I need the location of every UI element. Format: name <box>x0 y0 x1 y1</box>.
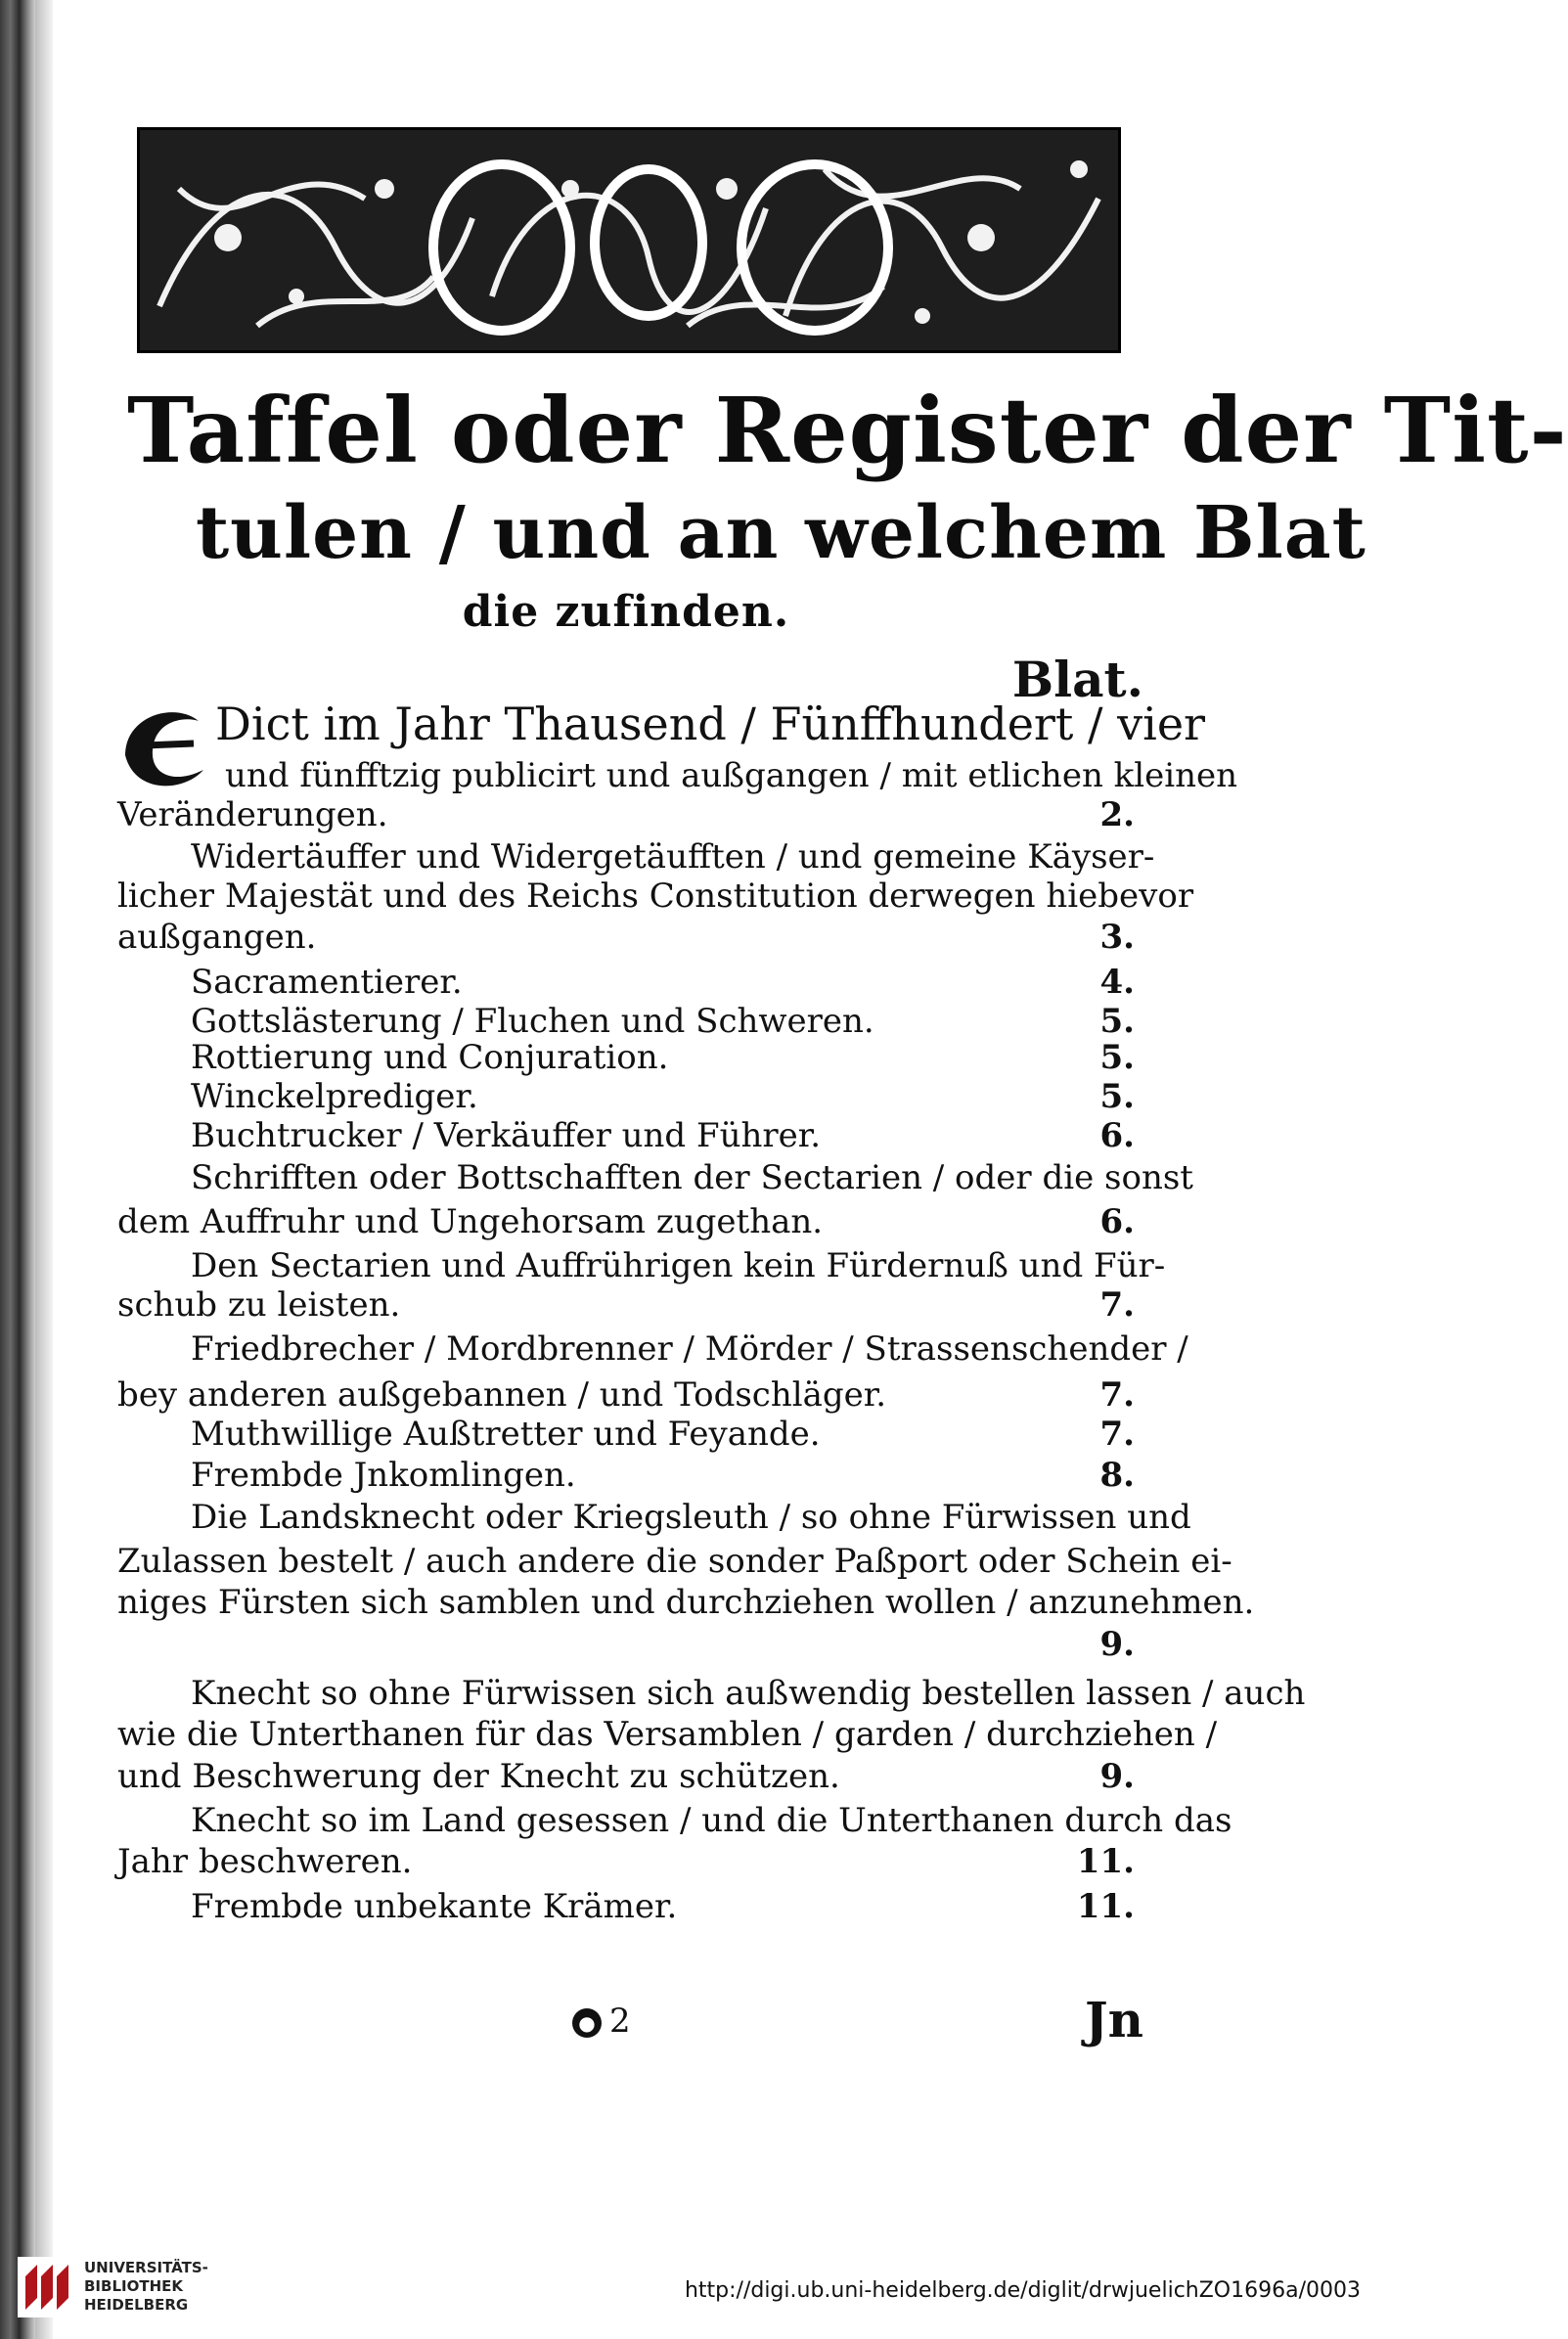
entry-page-number: 6. <box>1099 1202 1135 1241</box>
register-entry-line <box>117 1414 1135 1455</box>
register-entry-line <box>117 1201 1135 1242</box>
entry-page-number: 9. <box>1099 1625 1135 1664</box>
entry-page-number: 4. <box>1099 963 1135 1002</box>
signature-symbol-icon: ● <box>572 2008 602 2038</box>
entry-text: dem Auffruhr und Ungehorsam zugethan. <box>117 1202 824 1241</box>
entry-text: Frembde unbekante Krämer. <box>191 1887 678 1926</box>
entry-text: Knecht so im Land gesessen / und die Unterthanen durch das <box>191 1801 1232 1840</box>
book-binding <box>0 0 35 2339</box>
entry-text: außgangen. <box>117 918 317 957</box>
register-entry-line <box>117 1455 1135 1496</box>
register-entry-line <box>117 1001 1135 1042</box>
register-entry-line <box>117 1037 1135 1078</box>
entry-page-number: 7. <box>1099 1415 1135 1454</box>
entry-page-number: 5. <box>1099 1038 1135 1077</box>
entry-text: Zulassen bestelt / auch andere die sonder Paßport oder Schein ei- <box>117 1542 1232 1581</box>
entry-text: Muthwillige Außtretter und Feyande. <box>191 1415 821 1454</box>
register-entry-line <box>117 1756 1135 1797</box>
entry-text: Veränderungen. <box>117 795 388 834</box>
entry-text: Gottslästerung / Fluchen und Schweren. <box>191 1002 874 1041</box>
register-entry-line <box>117 1624 1135 1665</box>
register-entry-line <box>117 1841 1135 1882</box>
entry-text: schub zu leisten. <box>117 1285 401 1325</box>
entry-text: Die Landsknecht oder Kriegsleuth / so ohne Fürwissen und <box>191 1498 1191 1537</box>
register-entry-line <box>117 1497 1191 1538</box>
entry-page-number: 6. <box>1099 1116 1135 1155</box>
entry-text: und fünfftzig publicirt und außgangen / mit etlichen kleinen <box>225 756 1238 795</box>
entry-text: Knecht so ohne Fürwissen sich außwendig bestellen lassen / auch <box>191 1674 1306 1713</box>
entry-page-number: 5. <box>1099 1002 1135 1041</box>
entry-page-number: 3. <box>1099 918 1135 957</box>
woodcut-ornament-headpiece <box>137 127 1121 353</box>
entry-text: Schrifften oder Bottschafften der Sectarien / oder die sonst <box>191 1158 1193 1197</box>
entry-text: Friedbrecher / Mordbrenner / Mörder / Strassenschender / <box>191 1329 1188 1369</box>
catchword: Jn <box>1084 1991 1143 2048</box>
register-entry-line <box>117 1673 1306 1714</box>
register-entry-line <box>117 1374 1135 1416</box>
entry-text: Sacramentierer. <box>191 963 463 1002</box>
entry-text: wie die Unterthanen für das Versamblen / garden / durchziehen / <box>117 1715 1218 1754</box>
library-name-line-2: BIBLIOTHEK <box>84 2277 183 2295</box>
entry-page-number: 5. <box>1099 1077 1135 1116</box>
register-entry-line <box>117 836 1155 877</box>
page-column-header: Blat. <box>1011 651 1143 708</box>
register-entry-line <box>117 1328 1188 1370</box>
library-name-line-1: UNIVERSITÄTS- <box>84 2259 208 2276</box>
register-entry-line <box>117 1714 1218 1755</box>
entry-text: Rottierung und Conjuration. <box>191 1038 669 1077</box>
register-entry-line <box>117 917 1135 958</box>
entry-page-number: 8. <box>1099 1456 1135 1495</box>
register-title-line-3: die zufinden. <box>462 587 790 637</box>
register-title-line-1: Taffel oder Register der Tit- <box>127 378 1568 483</box>
entry-page-number: 2. <box>1099 795 1135 834</box>
register-entry-line <box>117 1886 1135 1927</box>
entry-text: bey anderen außgebannen / und Todschläger. <box>117 1375 887 1415</box>
entry-page-number: 7. <box>1099 1285 1135 1325</box>
footer <box>0 2235 1370 2339</box>
register-entry-line <box>117 697 1206 750</box>
library-name-line-3: HEIDELBERG <box>84 2296 189 2314</box>
entry-page-number: 9. <box>1099 1757 1135 1796</box>
library-name <box>84 2259 208 2315</box>
register-entry-line <box>117 962 1135 1003</box>
register-entry-line <box>117 1157 1193 1198</box>
university-library-logo-icon <box>18 2257 78 2317</box>
entry-text: Frembde Jnkomlingen. <box>191 1456 576 1495</box>
register-entry-line <box>117 876 1194 917</box>
entry-page-number: 11. <box>1076 1842 1135 1881</box>
entry-text: licher Majestät und des Reichs Constitution derwegen hiebevor <box>117 877 1194 916</box>
register-entry-line <box>117 1284 1135 1326</box>
register-entry-line <box>117 1245 1166 1286</box>
register-entry-line <box>117 1115 1135 1156</box>
entry-text: Widertäuffer und Widergetäufften / und gemeine Käyser- <box>191 837 1155 877</box>
source-url[interactable]: http://digi.ub.uni-heidelberg.de/diglit/drwjuelichZO1696a/0003 <box>684 2278 1361 2303</box>
entry-text: Den Sectarien und Auffrührigen kein Fürdernuß und Für- <box>191 1246 1166 1285</box>
register-entry-line <box>117 1541 1232 1582</box>
register-entry-line <box>117 1582 1255 1623</box>
signature-mark <box>572 2001 631 2042</box>
entry-text: Jahr beschweren. <box>117 1842 413 1881</box>
entry-text: Winckelprediger. <box>191 1077 478 1116</box>
entry-page-number: 11. <box>1076 1887 1135 1926</box>
register-entry-line <box>117 794 1135 835</box>
entry-page-number: 7. <box>1099 1375 1135 1415</box>
entry-text: und Beschwerung der Knecht zu schützen. <box>117 1757 840 1796</box>
entry-text: niges Fürsten sich samblen und durchziehen wollen / anzunehmen. <box>117 1583 1255 1622</box>
binding-edge <box>35 0 53 2339</box>
signature-number: 2 <box>609 2002 631 2041</box>
register-entry-line <box>117 1076 1135 1117</box>
entry-text: Dict im Jahr Thausend / Fünffhundert / vier <box>215 697 1206 750</box>
register-entry-line <box>117 755 1238 796</box>
register-entry-line <box>117 1800 1232 1841</box>
register-title-line-2: tulen / und an welchem Blat <box>196 491 1366 575</box>
entry-text: Buchtrucker / Verkäuffer und Führer. <box>191 1116 822 1155</box>
